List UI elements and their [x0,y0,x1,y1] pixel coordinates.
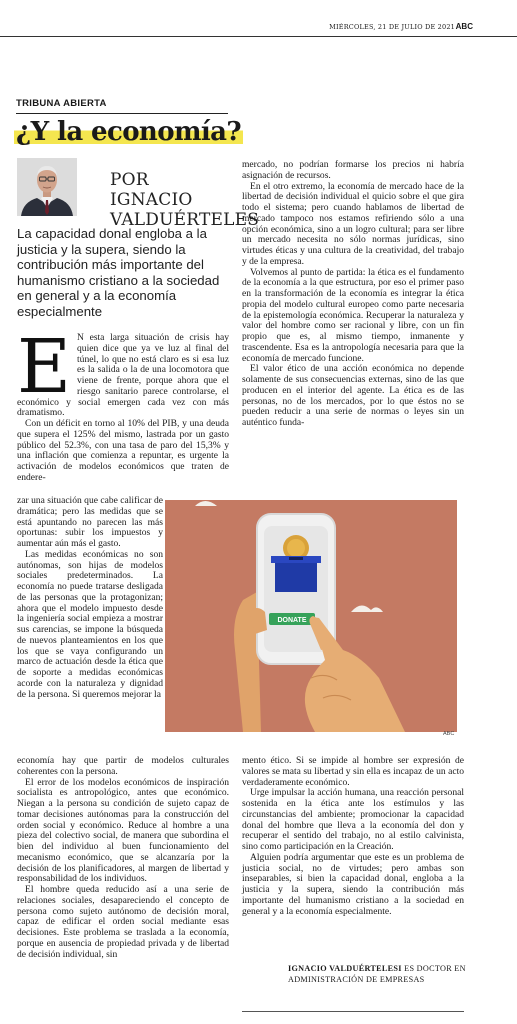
donate-button-label: DONATE [277,617,307,624]
section-label: TRIBUNA ABIERTA [16,98,107,109]
author-bio [288,963,468,985]
body-paragraph: Volvemos al punto de partida: la ética es el fundamento de la economía a la que estructura, por eso el primer paso en la transformación de la economía es integrar la ética propia del modelo cultural europeo como parte necesaria de la epistemología económica. Recuperar la naturaleza y valor del hombre como ser racional y libre, con un fin propio que es, al mismo tiempo, inmanente y trascendente. Esa es la antropología necesaria para que la economía de mercado funcione. [242,266,464,364]
section-rule [16,113,228,114]
body-paragraph: Con un déficit en torno al 10% del PIB, y una deuda que supera el 125% del mismo, lastrada por un gasto público del 52.3%, con una tasa de paro del 15,3% y una inflación que comienza a repuntar, es urgente la activación de modelos económicos que traten de endere- [17,418,229,483]
byline-surname: VALDUÉRTELES [110,210,260,230]
image-credit: ABC [443,731,455,737]
body-left-1 [17,324,229,484]
byline-prefix: POR IGNACIO [110,170,193,210]
author-bio-text: ES DOCTOR EN ADMINISTRACIÓN DE EMPRESAS [288,964,466,984]
donate-phone-drawing [165,500,457,732]
body-paragraph [17,324,229,419]
author-portrait-drawing [17,158,77,216]
body-paragraph: El valor ético de una acción económica no depende solamente de sus consecuencias externas, sino de las que producen en el interior del agente. La ética es de las personas, no de los mercados, por lo que éstos no se pueden reducir a una serie de normas o leyes sin un auténtico funda- [242,363,464,428]
body-paragraph: zar una situación que cabe calificar de dramática; pero las medidas que se está apuntando no parecen las más oportunas: subir los impuestos y aumentar aún más el gasto. [17,495,163,549]
body-right-1 [242,160,464,429]
headline [14,117,243,147]
header-brand: ABC [455,22,473,31]
author-bio-name: IGNACIO VALDUÉRTELESI [288,964,402,973]
body-paragraph: En el otro extremo, la economía de mercado hace de la libertad de decisión individual el quicio sobre el que gira todo el sistema; pero cuando hablamos de libertad de mercado tampoco nos estamos refiriendo sólo a una opción económica, sino a un logro cultural; para ser libre un mercado necesita no sólo normas jurídicas, sino virtudes éticas y una cultura de la creatividad, del trabajo y de la empresa. [242,180,464,267]
donate-illustration [165,500,457,732]
body-left-3 [17,756,229,960]
drop-cap: E [17,324,72,410]
body-paragraph: Las medidas económicas no son autónomas, son hijas de modelos sociales predeterminados. La economía no puede tratarse desligada de las personas que la protagonizan; ahora que el modelo impuesto desde la ingeniería social empieza a mostrar sus carencias, se impone la búsqueda de nuevos planteamientos en los que los que se vaya configurando un marco de actuación desde la ética que de soporte a medidas económicas acorde con la naturaleza y dignidad de la persona. Si queremos mejorar la [17,548,163,700]
body-left-2 [17,496,163,700]
headline-text: ¿Y la economía? [16,117,242,147]
page-header [0,20,517,38]
body-paragraph: Alguien podría argumentar que este es un problema de justicia social, no de virtudes; pero ambas son inseparables, si bien la capacidad donal, engloba a la justicia y la supera, siendo la contribución más importante del humanismo cristiano a la sociedad en general y a la economía especialmente. [242,851,464,917]
header-date: MIÉRCOLES, 21 DE JULIO DE 2021 [329,23,455,31]
body-paragraph: El error de los modelos económicos de inspiración socialista es antropológico, antes que económico. Niegan a la persona su condición de sujeto capaz de tomar decisiones autónomas para la construcción del orden social y económico. Reduce al hombre a una pieza del colectivo social, de manera que subordina el bien del individuo al buen funcionamiento del mecanismo económico, que se alcanzaría por la decisión de los planificadores, al margen de libertad y responsabilidad de los individuos. [17,776,229,885]
body-paragraph: Urge impulsar la acción humana, una reacción personal sostenida en la ética ante los estímulos y las circunstancias del ambiente; promocionar la capacidad donal del hombre que lleva a la economía del don y recuperar el sentido del trabajo, no al estilo calvinista, sino como participación en la Creación. [242,787,464,852]
bio-rule [242,1011,464,1012]
body-paragraph: economía hay que partir de modelos culturales coherentes con la persona. [17,755,229,777]
body-right-2 [242,756,464,917]
body-paragraph: El hombre queda reducido así a una serie de relaciones sociales, desapareciendo el concepto de persona como sujeto autónomo de decisión moral, capaz de edificar el orden social mediante esas decisiones. Este problema se traslada a la economía, porque en ausencia de propiedad privada y de libertad de decisión individual, sin [17,884,229,960]
byline [110,170,260,230]
body-paragraph: mento ético. Si se impide al hombre ser expresión de valores se mata su libertad y sin ella es incapaz de un acto verdaderamente económico. [242,755,464,788]
lede: La capacidad donal engloba a la justicia y la supera, siendo la contribución más importante del humanismo cristiano a la sociedad en general y a la economía especialmente [17,226,220,319]
author-portrait [17,158,77,216]
header-rule [0,36,517,37]
paragraph-text: N esta larga situación de crisis hay quien dice que ya ve luz al final del túnel, lo que no está claro es si esa luz es la salida o la de una locomotora que viene de frente, porque ahora que el riesgo sanitario parece controlarse, el económico y social emergen cada vez con más dramatismo. [17,332,229,419]
body-paragraph: mercado, no podrían formarse los precios ni habría asignación de recursos. [242,159,464,181]
